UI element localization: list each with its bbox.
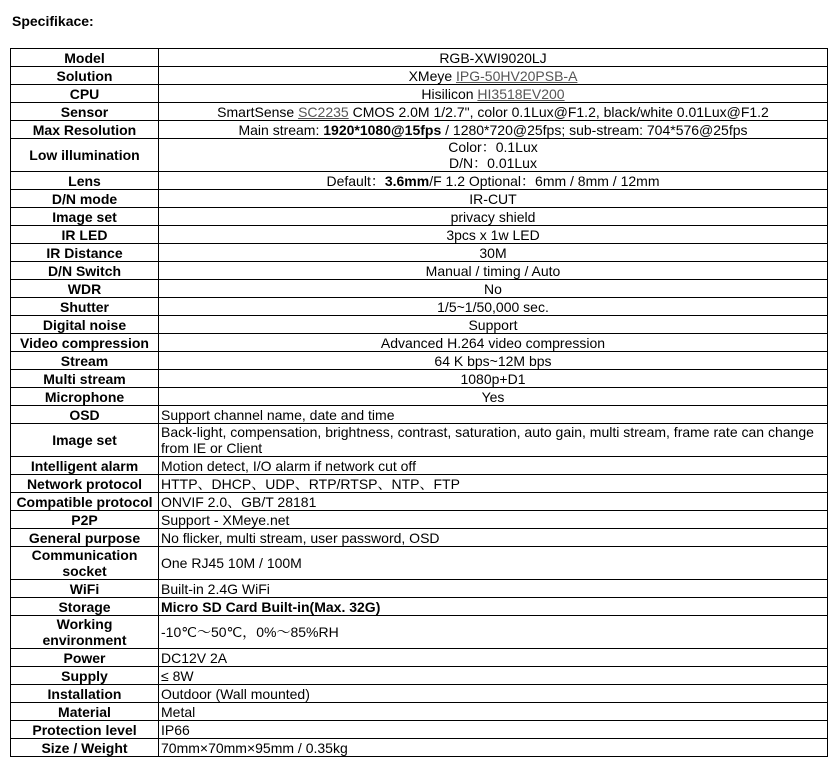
table-row <box>11 457 828 475</box>
row-value: Support <box>159 316 828 334</box>
row-value: Micro SD Card Built-in(Max. 32G) <box>159 598 828 616</box>
table-row <box>11 598 828 616</box>
sensor-link[interactable]: SC2235 <box>298 103 349 120</box>
table-row <box>11 352 828 370</box>
row-value <box>159 85 828 103</box>
row-value: RGB-XWI9020LJ <box>159 49 828 67</box>
row-value: Yes <box>159 388 828 406</box>
row-label: P2P <box>11 511 159 529</box>
value-text: /F 1.2 Optional：6mm / 8mm / 12mm <box>429 172 660 189</box>
row-value: DC12V 2A <box>159 649 828 667</box>
row-value: -10℃～50℃，0%～85%RH <box>159 616 828 649</box>
row-label: Storage <box>11 598 159 616</box>
table-row <box>11 280 828 298</box>
row-value: Built-in 2.4G WiFi <box>159 580 828 598</box>
row-value <box>159 172 828 190</box>
row-label: Digital noise <box>11 316 159 334</box>
value-text: SmartSense <box>217 103 299 120</box>
row-label: IR Distance <box>11 244 159 262</box>
table-row <box>11 529 828 547</box>
row-label: Lens <box>11 172 159 190</box>
table-row <box>11 298 828 316</box>
table-row <box>11 493 828 511</box>
row-label: Network protocol <box>11 475 159 493</box>
row-label: CPU <box>11 85 159 103</box>
row-label: WDR <box>11 280 159 298</box>
table-row <box>11 649 828 667</box>
row-value: HTTP、DHCP、UDP、RTP/RTSP、NTP、FTP <box>159 475 828 493</box>
value-text: XMeye <box>408 67 457 84</box>
table-row <box>11 190 828 208</box>
solution-link[interactable]: IPG-50HV20PSB-A <box>456 67 578 84</box>
row-value: 64 K bps~12M bps <box>159 352 828 370</box>
row-label: Low illumination <box>11 139 159 172</box>
row-label: Communication socket <box>11 547 159 580</box>
table-row <box>11 580 828 598</box>
value-text: Default： <box>326 172 385 189</box>
table-row <box>11 547 828 580</box>
table-row <box>11 316 828 334</box>
table-row <box>11 121 828 139</box>
table-row <box>11 172 828 190</box>
value-text: Main stream: <box>238 121 324 138</box>
table-row <box>11 406 828 424</box>
row-value: Advanced H.264 video compression <box>159 334 828 352</box>
row-value: 1080p+D1 <box>159 370 828 388</box>
row-label: Intelligent alarm <box>11 457 159 475</box>
table-row <box>11 244 828 262</box>
row-value: ONVIF 2.0、GB/T 28181 <box>159 493 828 511</box>
table-row <box>11 67 828 85</box>
table-row <box>11 139 828 172</box>
row-label: WiFi <box>11 580 159 598</box>
row-value: 3pcs x 1w LED <box>159 226 828 244</box>
row-label: IR LED <box>11 226 159 244</box>
value-bold: 1920*1080@15fps <box>323 121 442 138</box>
table-row <box>11 511 828 529</box>
row-label: Multi stream <box>11 370 159 388</box>
value-text: CMOS 2.0M 1/2.7", color 0.1Lux@F1.2, black/white 0.01Lux@F1.2 <box>348 103 769 120</box>
value-bold: 3.6mm <box>384 172 430 189</box>
table-row <box>11 703 828 721</box>
row-label: Size / Weight <box>11 739 159 757</box>
row-label: Sensor <box>11 103 159 121</box>
value-text: / 1280*720@25fps; sub-stream: 704*576@25fps <box>441 121 748 138</box>
row-value: Manual / timing / Auto <box>159 262 828 280</box>
table-row <box>11 388 828 406</box>
page-title: Specifikace: <box>12 13 94 29</box>
row-value: 70mm×70mm×95mm / 0.35kg <box>159 739 828 757</box>
table-row <box>11 739 828 757</box>
row-value: Back-light, compensation, brightness, contrast, saturation, auto gain, multi stream, frame rate can change from IE or Client <box>159 424 828 457</box>
row-value <box>159 121 828 139</box>
row-label: Power <box>11 649 159 667</box>
row-label: Max Resolution <box>11 121 159 139</box>
row-value: privacy shield <box>159 208 828 226</box>
row-label: Protection level <box>11 721 159 739</box>
row-label: Supply <box>11 667 159 685</box>
row-value <box>159 67 828 85</box>
row-value: Outdoor (Wall mounted) <box>159 685 828 703</box>
spec-table <box>10 48 828 757</box>
row-label: Compatible protocol <box>11 493 159 511</box>
row-value: 30M <box>159 244 828 262</box>
row-value: IR-CUT <box>159 190 828 208</box>
table-row <box>11 334 828 352</box>
table-row <box>11 226 828 244</box>
value-line: Color：0.1Lux <box>448 139 538 155</box>
row-label: General purpose <box>11 529 159 547</box>
row-label: Stream <box>11 352 159 370</box>
table-row <box>11 475 828 493</box>
table-row <box>11 685 828 703</box>
row-value: One RJ45 10M / 100M <box>159 547 828 580</box>
row-value: IP66 <box>159 721 828 739</box>
row-label: Microphone <box>11 388 159 406</box>
value-text: Hisilicon <box>421 85 478 102</box>
row-value: Metal <box>159 703 828 721</box>
row-label: Installation <box>11 685 159 703</box>
table-row <box>11 85 828 103</box>
table-row <box>11 616 828 649</box>
row-value: No flicker, multi stream, user password, OSD <box>159 529 828 547</box>
row-label: D/N mode <box>11 190 159 208</box>
row-value: No <box>159 280 828 298</box>
row-label: D/N Switch <box>11 262 159 280</box>
row-label: Image set <box>11 208 159 226</box>
row-value <box>159 103 828 121</box>
row-value: Support channel name, date and time <box>159 406 828 424</box>
table-row <box>11 667 828 685</box>
table-row <box>11 262 828 280</box>
row-value: ≤ 8W <box>159 667 828 685</box>
table-row <box>11 370 828 388</box>
value-line: D/N：0.01Lux <box>449 155 537 171</box>
table-row <box>11 103 828 121</box>
table-row <box>11 424 828 457</box>
row-value <box>159 139 828 172</box>
row-label: Material <box>11 703 159 721</box>
row-label: Working environment <box>11 616 159 649</box>
table-row <box>11 208 828 226</box>
row-label: OSD <box>11 406 159 424</box>
table-row <box>11 721 828 739</box>
table-row <box>11 49 828 67</box>
row-label: Model <box>11 49 159 67</box>
row-label: Image set <box>11 424 159 457</box>
row-label: Solution <box>11 67 159 85</box>
row-value: Motion detect, I/O alarm if network cut off <box>159 457 828 475</box>
cpu-link[interactable]: HI3518EV200 <box>477 85 565 102</box>
row-value: 1/5~1/50,000 sec. <box>159 298 828 316</box>
row-label: Video compression <box>11 334 159 352</box>
row-value: Support - XMeye.net <box>159 511 828 529</box>
row-label: Shutter <box>11 298 159 316</box>
